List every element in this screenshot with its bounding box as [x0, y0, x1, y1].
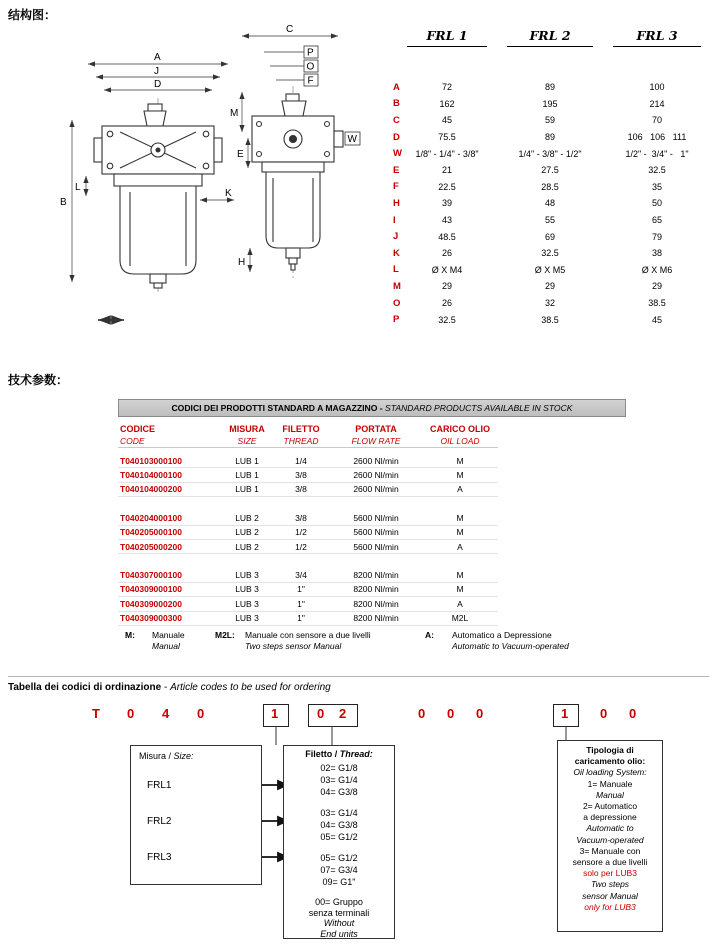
dim-row-label: E [393, 164, 400, 176]
dim-value: 29 [544, 281, 555, 292]
thread-option: 04= G3/8 [320, 787, 358, 797]
dim-value: 22.5 [438, 181, 456, 192]
table-row [118, 483, 498, 497]
dim-value: 48 [544, 198, 555, 209]
flow-cell: 5600 Nl/min [353, 527, 399, 538]
dim-row-B [383, 96, 713, 113]
dim-row-W [383, 145, 713, 162]
dim-row-F [383, 179, 713, 196]
dim-value: Ø X M4 [431, 264, 463, 275]
dimension-table [383, 28, 713, 328]
load-cell: M [456, 527, 464, 538]
structure-diagram-label: 结构图： [8, 8, 57, 22]
flow-cell: 8200 Nl/min [353, 570, 399, 581]
oil-box-line: 3= Manuale con [579, 845, 641, 856]
header-thread: THREAD [283, 435, 319, 446]
col-frl2: FRL 2 [507, 28, 593, 47]
size-box-label [131, 746, 261, 761]
oil-box-line-lub3-note: only for LUB3 [584, 901, 636, 912]
dim-letter-L: L [75, 182, 81, 193]
dim-row-A [383, 79, 713, 96]
col-frl1: FRL 1 [407, 28, 487, 47]
dim-row-label: B [393, 98, 400, 110]
dim-row-label: A [393, 81, 400, 93]
thread-option: 03= G1/4 [320, 808, 358, 818]
oil-box-line: 1= Manuale [587, 778, 633, 789]
thread-cell: 3/8 [295, 484, 307, 495]
header-carico-olio: CARICO OLIO [430, 423, 490, 434]
thread-footer-line: 00= Gruppo [315, 897, 363, 907]
dim-letter-B: B [60, 197, 67, 208]
dim-row-label: J [393, 231, 399, 243]
legend-key-m: M: [125, 630, 135, 640]
dim-row-label: O [393, 297, 401, 309]
dim-letter-W: W [347, 134, 357, 145]
dim-value: 32.5 [541, 248, 559, 259]
dim-value: 50 [651, 198, 662, 209]
legend-it-m2l: Manuale con sensore a due livelli [245, 630, 371, 640]
dim-value: 48.5 [438, 231, 456, 242]
thread-options-frl3 [284, 852, 394, 888]
dim-value: 72 [441, 82, 452, 93]
dim-value: 45 [441, 115, 452, 126]
dim-value: 26 [441, 298, 452, 309]
size-cell: LUB 1 [235, 455, 259, 466]
code-char-thread: 2 [339, 706, 347, 721]
header-size: SIZE [237, 435, 257, 446]
ordering-section-title [8, 682, 331, 693]
dim-letter-F: F [307, 75, 314, 87]
codes-group-lub1 [118, 454, 626, 497]
dim-row-P [383, 311, 713, 328]
dim-value: 162 [439, 98, 455, 109]
dim-row-label: D [393, 131, 400, 143]
thread-cell: 1" [297, 584, 305, 595]
table-row [118, 526, 498, 540]
product-code: T040103000100 [120, 455, 182, 466]
size-cell: LUB 1 [235, 484, 259, 495]
codes-header-it [118, 423, 498, 434]
oil-box-line: Automatic to [586, 823, 634, 834]
table-row [118, 597, 498, 611]
load-cell: M [456, 584, 464, 595]
legend-en-m: Manual [152, 641, 180, 651]
header-misura: MISURA [229, 423, 265, 434]
dim-value: 32.5 [648, 165, 666, 176]
product-code: T040104000100 [120, 470, 182, 481]
dim-value: 29 [441, 281, 452, 292]
flow-cell: 8200 Nl/min [353, 598, 399, 609]
product-code: T040205000100 [120, 527, 182, 538]
oil-box-line: Manual [596, 789, 624, 800]
codes-table-title [118, 399, 626, 417]
oil-loading-box [557, 740, 663, 932]
dim-value: 26 [441, 248, 452, 259]
product-code: T040309000200 [120, 598, 182, 609]
code-char: 0 [447, 706, 455, 721]
size-cell: LUB 3 [235, 570, 259, 581]
dim-value: 89 [544, 82, 555, 93]
size-item-frl1: FRL1 [147, 780, 172, 791]
thread-cell: 3/8 [295, 470, 307, 481]
table-row [118, 540, 498, 554]
thread-option: 09= G1" [322, 877, 356, 887]
section-divider [8, 676, 709, 677]
dim-value: 214 [649, 98, 665, 109]
dim-value: 1/4" - 3/8" - 1/2" [518, 148, 582, 159]
dim-value: 39 [441, 198, 452, 209]
ordering-title-en: Article codes to be used for ordering [170, 682, 331, 693]
dim-value: 89 [544, 132, 555, 143]
product-code: T040307000100 [120, 570, 182, 581]
dim-value: 35 [651, 181, 662, 192]
thread-option: 07= G3/4 [320, 865, 358, 875]
dim-letter-E: E [237, 149, 244, 160]
flow-cell: 2600 Nl/min [353, 484, 399, 495]
oil-box-line: caricamento olio: [574, 756, 646, 767]
dim-value: 38 [651, 248, 662, 259]
size-label-en: Size: [173, 751, 194, 761]
size-item-frl3: FRL3 [147, 852, 172, 863]
dim-row-label: M [393, 280, 401, 292]
codes-header-en [118, 434, 498, 448]
dim-value: Ø X M5 [534, 264, 566, 275]
dim-value: 106 106 111 [627, 132, 687, 143]
legend-it-a: Automatico a Depressione [452, 630, 552, 640]
dim-value: 43 [441, 215, 452, 226]
size-cell: LUB 3 [235, 598, 259, 609]
size-cell: LUB 3 [235, 613, 259, 624]
flow-cell: 8200 Nl/min [353, 613, 399, 624]
dimension-table-header [383, 28, 713, 47]
thread-label-it: Filetto / [305, 749, 340, 759]
dim-row-label: K [393, 247, 400, 259]
code-char: 0 [197, 706, 205, 721]
dim-row-L [383, 262, 713, 279]
dim-value: 32.5 [438, 314, 456, 325]
dim-letter-M: M [230, 108, 239, 119]
size-cell: LUB 2 [235, 541, 259, 552]
dim-value: 79 [651, 231, 662, 242]
dim-row-K [383, 245, 713, 262]
dim-letter-A: A [154, 52, 161, 63]
thread-footer [284, 897, 394, 939]
size-cell: LUB 2 [235, 527, 259, 538]
load-cell: A [457, 598, 463, 609]
code-char: 0 [629, 706, 637, 721]
flow-cell: 8200 Nl/min [353, 584, 399, 595]
header-portata: PORTATA [355, 423, 397, 434]
table-row [118, 583, 498, 597]
legend-en-m2l: Two steps sensor Manual [245, 641, 342, 651]
header-filetto: FILETTO [282, 423, 320, 434]
legend-it-m: Manuale [152, 630, 185, 640]
code-char: 0 [127, 706, 135, 721]
load-cell: A [457, 484, 463, 495]
thread-box [283, 745, 395, 939]
table-row [118, 454, 498, 468]
dim-value: 55 [544, 215, 555, 226]
legend-key-a: A: [425, 630, 434, 640]
ordering-title-it: Tabella dei codici di ordinazione [8, 682, 162, 693]
dim-row-label: W [393, 148, 402, 160]
codes-group-lub3 [118, 568, 626, 626]
product-code: T040204000100 [120, 512, 182, 523]
ordering-title-sep: - [161, 682, 171, 693]
oil-box-line: sensor Manual [582, 890, 638, 901]
code-char-thread: 0 [317, 706, 325, 721]
legend-key-m2l: M2L: [215, 630, 235, 640]
technical-drawing [40, 20, 370, 365]
dim-letter-O: O [306, 61, 315, 73]
codes-title-en: STANDARD PRODUCTS AVAILABLE IN STOCK [385, 403, 573, 413]
dim-value: 65 [651, 215, 662, 226]
oil-box-line: Tipologia di [586, 745, 634, 755]
dim-row-I [383, 212, 713, 229]
thread-cell: 3/4 [295, 570, 307, 581]
dim-row-label: L [393, 264, 399, 276]
codes-title-it: CODICI DEI PRODOTTI STANDARD A MAGAZZINO - [171, 403, 386, 413]
load-cell: M [456, 570, 464, 581]
code-char: 0 [600, 706, 608, 721]
thread-options-frl2 [284, 807, 394, 843]
dim-row-label: C [393, 114, 400, 126]
code-char: T [92, 706, 100, 721]
dim-value: 27.5 [541, 165, 559, 176]
dim-value: 21 [441, 165, 452, 176]
dim-letter-J: J [154, 66, 159, 77]
size-box [130, 745, 262, 885]
oil-box-line-lub3-note: solo per LUB3 [583, 868, 637, 879]
oil-box-line: Oil loading System: [573, 767, 647, 778]
thread-footer-line: Without [323, 918, 355, 928]
oil-box-line: a depressione [583, 812, 637, 823]
code-char: 4 [162, 706, 170, 721]
thread-option: 05= G1/2 [320, 853, 358, 863]
dim-value: 1/2" - 3/4" - 1" [625, 148, 689, 159]
thread-cell: 1/2 [295, 541, 307, 552]
load-cell: A [457, 541, 463, 552]
thread-option: 02= G1/8 [320, 763, 358, 773]
thread-cell: 3/8 [295, 512, 307, 523]
size-cell: LUB 3 [235, 584, 259, 595]
dim-value: Ø X M6 [641, 264, 673, 275]
product-code: T040205000200 [120, 541, 182, 552]
dim-row-label: I [393, 214, 396, 226]
header-oil-load: OIL LOAD [440, 435, 480, 446]
thread-label-en: Thread: [339, 749, 373, 759]
dim-value: 29 [651, 281, 662, 292]
load-cell: M2L [451, 613, 469, 624]
thread-option: 05= G1/2 [320, 832, 358, 842]
load-cell: M [456, 512, 464, 523]
product-code: T040104000200 [120, 484, 182, 495]
load-cell: M [456, 470, 464, 481]
dim-letter-H: H [238, 257, 246, 268]
oil-load-legend [118, 630, 638, 656]
dim-row-M [383, 278, 713, 295]
dim-value: 32 [544, 298, 555, 309]
table-row [118, 511, 498, 525]
col-frl3: FRL 3 [613, 28, 701, 47]
flow-cell: 2600 Nl/min [353, 455, 399, 466]
dim-value: 28.5 [541, 181, 559, 192]
dim-value: 1/8" - 1/4" - 3/8" [415, 148, 479, 159]
code-char: 0 [418, 706, 426, 721]
oil-box-line: Vacuum-operated [576, 834, 644, 845]
dim-row-label: P [393, 314, 400, 326]
thread-footer-line: senza terminali [308, 907, 370, 918]
flow-cell: 5600 Nl/min [353, 541, 399, 552]
table-row [118, 612, 498, 626]
dim-row-E [383, 162, 713, 179]
header-code: CODE [120, 435, 145, 446]
codes-group-lub2 [118, 511, 626, 554]
dim-row-O [383, 295, 713, 312]
dim-value: 38.5 [541, 314, 559, 325]
thread-footer-line: End units [320, 928, 358, 939]
dim-letter-C: C [286, 24, 294, 35]
code-char-size: 1 [271, 706, 279, 721]
table-row [118, 468, 498, 482]
dim-value: 45 [651, 314, 662, 325]
dim-letter-P: P [307, 47, 314, 59]
thread-box-label [284, 746, 394, 762]
technical-params-label: 技术参数： [8, 373, 69, 387]
thread-cell: 1" [297, 613, 305, 624]
header-flow-rate: FLOW RATE [351, 435, 401, 446]
dim-row-H [383, 195, 713, 212]
table-row [118, 568, 498, 582]
product-codes-table [118, 399, 626, 626]
dim-row-C [383, 112, 713, 129]
dim-letter-D: D [154, 79, 162, 90]
lubricator-unit-drawings [94, 94, 343, 288]
thread-cell: 1" [297, 598, 305, 609]
dim-row-label: F [393, 181, 399, 193]
thread-option: 03= G1/4 [320, 775, 358, 785]
oil-box-line: 2= Automatico [582, 801, 638, 812]
dim-value: 69 [544, 231, 555, 242]
flow-cell: 5600 Nl/min [353, 512, 399, 523]
product-code: T040309000100 [120, 584, 182, 595]
dim-row-J [383, 228, 713, 245]
product-code: T040309000300 [120, 613, 182, 624]
dim-value: 100 [649, 82, 665, 93]
legend-en-a: Automatic to Vacuum-operated [452, 641, 569, 651]
dim-value: 195 [542, 98, 558, 109]
dim-letter-K: K [225, 188, 232, 199]
dim-value: 70 [651, 115, 662, 126]
code-char-oil: 1 [561, 706, 569, 721]
load-cell: M [456, 455, 464, 466]
dim-value: 75.5 [438, 132, 456, 143]
thread-option: 04= G3/8 [320, 820, 358, 830]
size-label-it: Misura / [139, 751, 174, 761]
dim-row-D [383, 129, 713, 146]
oil-box-line: Two steps [590, 879, 630, 890]
thread-options-frl1 [284, 762, 394, 798]
size-item-frl2: FRL2 [147, 816, 172, 827]
dim-value: 59 [544, 115, 555, 126]
oil-box-line: sensore a due livelli [572, 857, 648, 868]
code-char: 0 [476, 706, 484, 721]
dim-row-label: H [393, 197, 400, 209]
size-cell: LUB 2 [235, 512, 259, 523]
thread-cell: 1/2 [295, 527, 307, 538]
thread-cell: 1/4 [295, 455, 307, 466]
size-cell: LUB 1 [235, 470, 259, 481]
dim-value: 38.5 [648, 298, 666, 309]
flow-cell: 2600 Nl/min [353, 470, 399, 481]
header-codice: CODICE [120, 423, 156, 434]
